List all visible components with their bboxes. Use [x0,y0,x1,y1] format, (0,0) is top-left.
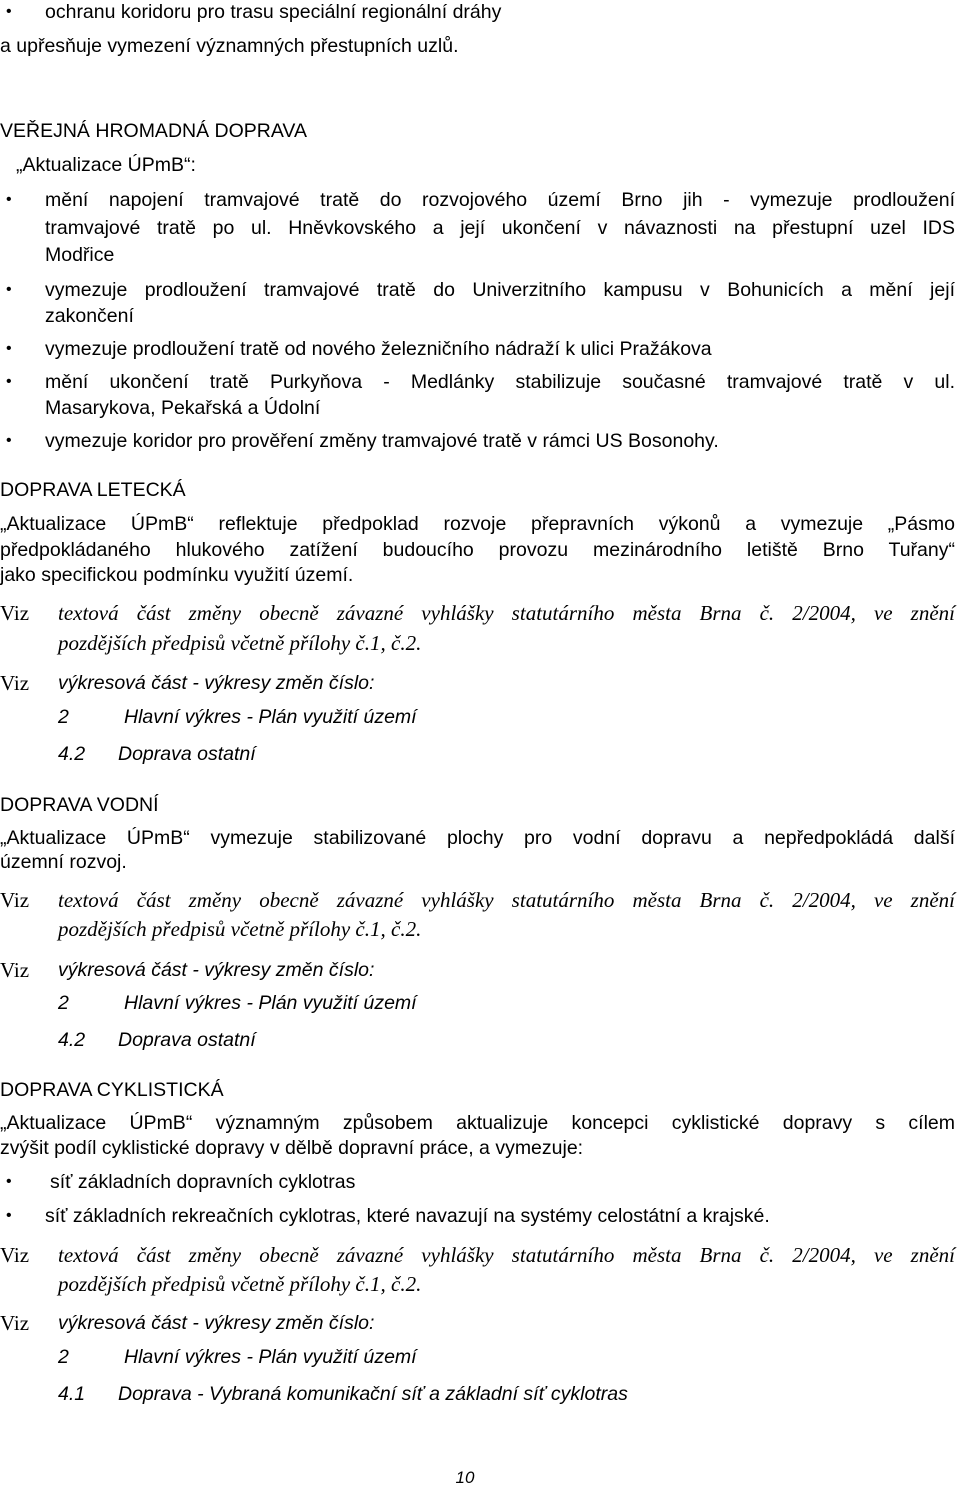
drawing-number: 4.1 [58,1383,86,1405]
viz-label: Viz [0,958,30,982]
reference-text: textová část změny obecně závazné vyhlášky statutárního města Brna č. 2/2004, ve znění [58,601,955,625]
text-line: ochranu koridoru pro trasu speciální regionální dráhy [45,1,502,23]
reference-text: pozdějších předpisů včetně přílohy č.1, č.2. [58,917,422,941]
text-line: mění napojení tramvajové tratě do rozvojového území Brno jih - vymezuje prodloužení [45,189,955,211]
bullet: • [6,373,12,390]
bullet: • [6,281,12,298]
drawing-title: Doprava ostatní [118,743,256,765]
viz-label: Viz [0,1311,30,1335]
viz-label: Viz [0,671,30,695]
drawing-title: Doprava ostatní [118,1029,256,1051]
reference-text: pozdějších předpisů včetně přílohy č.1, č.2. [58,631,422,655]
drawings-label: výkresová část - výkresy změn číslo: [58,672,375,694]
text-line: Modřice [45,244,115,266]
drawing-title: Hlavní výkres - Plán využití území [124,1346,417,1368]
section-heading-letecka: DOPRAVA LETECKÁ [0,479,186,501]
reference-text: textová část změny obecně závazné vyhlášky statutárního města Brna č. 2/2004, ve znění [58,888,955,912]
page-number: 10 [455,1468,475,1487]
section-heading-vhd: VEŘEJNÁ HROMADNÁ DOPRAVA [0,120,307,142]
text-line: „Aktualizace ÚPmB“ vymezuje stabilizované plochy pro vodní dopravu a nepředpokládá další [0,827,955,849]
drawing-number: 4.2 [58,743,86,765]
drawing-title: Doprava - Vybraná komunikační síť a základní síť cyklotras [118,1383,628,1405]
text-line: jako specifickou podmínku využití území. [0,564,354,586]
text-line: Masarykova, Pekařská a Údolní [45,397,321,419]
text-line: a upřesňuje vymezení významných přestupních uzlů. [0,35,459,57]
text-line: zakončení [45,305,134,327]
drawing-number: 4.2 [58,1029,86,1051]
text-line: tramvajové tratě po ul. Hněvkovského a její ukončení v návaznosti na přestupní uzel IDS [45,217,955,239]
bullet: • [6,1173,12,1190]
drawing-number: 2 [58,992,69,1014]
viz-label: Viz [0,888,30,912]
text-line: „Aktualizace ÚPmB“ významným způsobem aktualizuje koncepci cyklistické dopravy s cílem [0,1112,955,1134]
reference-text: textová část změny obecně závazné vyhlášky statutárního města Brna č. 2/2004, ve znění [58,1243,955,1267]
bullet: • [6,432,12,449]
text-line: „Aktualizace ÚPmB“ reflektuje předpoklad rozvoje přepravních výkonů a vymezuje „Pásmo [0,513,955,535]
drawing-number: 2 [58,1346,69,1368]
text-line: síť základních rekreačních cyklotras, které navazují na systémy celostátní a krajské. [45,1205,770,1227]
text-line: předpokládaného hlukového zatížení budoucího provozu mezinárodního letiště Brno Tuřany“ [0,539,955,561]
text-line: vymezuje prodloužení tramvajové tratě do Univerzitního kampusu v Bohunicích a mění její [45,279,955,301]
bullet: • [6,3,12,20]
bullet: • [6,1207,12,1224]
drawing-title: Hlavní výkres - Plán využití území [124,706,417,728]
bullet: • [6,191,12,208]
text-line: vymezuje prodloužení tratě od nového železničního nádraží k ulici Pražákova [45,338,712,360]
drawings-label: výkresová část - výkresy změn číslo: [58,1312,375,1334]
text-line: mění ukončení tratě Purkyňova - Medlánky stabilizuje současné tramvajové tratě v ul. [45,371,955,393]
drawing-number: 2 [58,706,69,728]
drawings-label: výkresová část - výkresy změn číslo: [58,959,375,981]
section-heading-cyklo: DOPRAVA CYKLISTICKÁ [0,1079,224,1101]
drawing-title: Hlavní výkres - Plán využití území [124,992,417,1014]
text-line: územní rozvoj. [0,851,127,873]
section-heading-vodni: DOPRAVA VODNÍ [0,794,159,816]
bullet: • [6,340,12,357]
reference-text: pozdějších předpisů včetně přílohy č.1, č.2. [58,1272,422,1296]
viz-label: Viz [0,601,30,625]
text-line: zvýšit podíl cyklistické dopravy v dělbě dopravní práce, a vymezuje: [0,1137,584,1159]
text-line: vymezuje koridor pro prověření změny tramvajové tratě v rámci US Bosonohy. [45,430,719,452]
intro-text: „Aktualizace ÚPmB“: [16,154,196,176]
text-line: síť základních dopravních cyklotras [50,1171,356,1193]
viz-label: Viz [0,1243,30,1267]
